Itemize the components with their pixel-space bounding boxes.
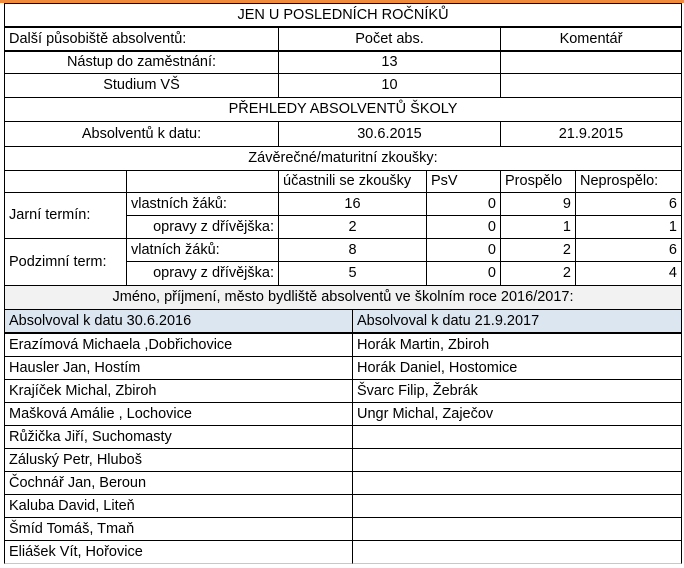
graduate-col1-cell: Eliášek Vít, Hořovice: [4, 540, 353, 564]
overview-title: PŘEHLEDY ABSOLVENTŮ ŠKOLY: [4, 97, 682, 122]
exams-header-participated: účastnili se zkoušky: [278, 170, 427, 193]
graduate-col2-cell: [352, 471, 682, 495]
overview-label: Absolventů k datu:: [4, 121, 279, 147]
graduate-col1-cell: Záluský Petr, Hluboš: [4, 448, 353, 472]
exam-participated: 2: [278, 215, 427, 239]
exam-passed: 9: [500, 192, 576, 216]
exams-header-passed: Prospělo: [500, 170, 576, 193]
exams-title: Závěrečné/maturitní zkoušky:: [4, 146, 682, 171]
graduate-col2-cell: [352, 494, 682, 518]
overview-date-2: 21.9.2015: [500, 121, 682, 147]
exam-participated: 16: [278, 192, 427, 216]
exam-term-spring: Jarní termín:: [4, 192, 127, 239]
graduate-col2-cell: Švarc Filip, Žebrák: [352, 379, 682, 403]
where-row-label: Nástup do zaměstnání:: [4, 51, 279, 74]
graduate-col1-cell: Kaluba David, Liteň: [4, 494, 353, 518]
exam-kind: opravy z dřívějška:: [126, 261, 279, 286]
graduates-title: Jméno, příjmení, město bydliště absolventů ve školním roce 2016/2017:: [4, 285, 682, 310]
where-row-comment: [500, 73, 682, 98]
exam-psv: 0: [426, 261, 501, 286]
exam-psv: 0: [426, 192, 501, 216]
exam-kind: opravy z dřívějška:: [126, 215, 279, 239]
graduate-col2-cell: [352, 540, 682, 564]
where-row-comment: [500, 51, 682, 74]
exam-passed: 1: [500, 215, 576, 239]
graduate-col1-cell: Hausler Jan, Hostím: [4, 356, 353, 380]
graduate-col2-cell: [352, 517, 682, 541]
section-title-recent: JEN U POSLEDNÍCH ROČNÍKŮ: [4, 3, 682, 27]
exams-header-blank: [4, 170, 127, 193]
exam-term-autumn: Podzimní term:: [4, 238, 127, 286]
exam-kind: vlastních žáků:: [126, 192, 279, 216]
exams-header-psv: PsV: [426, 170, 501, 193]
graduates-col2-header: Absolvoval k datu 21.9.2017: [352, 309, 682, 333]
exam-failed: 4: [575, 261, 682, 286]
exam-failed: 6: [575, 192, 682, 216]
graduate-col1-cell: Růžička Jiří, Suchomasty: [4, 425, 353, 449]
exam-failed: 1: [575, 215, 682, 239]
where-col-comment: Komentář: [500, 27, 682, 51]
where-row-count: 10: [278, 73, 501, 98]
exam-participated: 5: [278, 261, 427, 286]
exams-header-blank: [126, 170, 279, 193]
exam-kind: vlatních žáků:: [126, 238, 279, 262]
graduate-col1-cell: Erazímová Michaela ,Dobřichovice: [4, 333, 353, 357]
where-col-count: Počet abs.: [278, 27, 501, 51]
graduate-col1-cell: Čochnář Jan, Beroun: [4, 471, 353, 495]
overview-date-1: 30.6.2015: [278, 121, 501, 147]
where-label: Další působiště absolventů:: [4, 27, 279, 51]
exam-psv: 0: [426, 238, 501, 262]
exam-participated: 8: [278, 238, 427, 262]
graduate-col2-cell: [352, 448, 682, 472]
where-row-label: Studium VŠ: [4, 73, 279, 98]
graduates-col1-header: Absolvoval k datu 30.6.2016: [4, 309, 353, 333]
graduate-col2-cell: Horák Daniel, Hostomice: [352, 356, 682, 380]
where-row-count: 13: [278, 51, 501, 74]
graduate-col2-cell: Ungr Michal, Zaječov: [352, 402, 682, 426]
exam-passed: 2: [500, 261, 576, 286]
graduate-col1-cell: Mašková Amálie , Lochovice: [4, 402, 353, 426]
graduate-col1-cell: Krajíček Michal, Zbiroh: [4, 379, 353, 403]
exam-passed: 2: [500, 238, 576, 262]
graduate-col1-cell: Šmíd Tomáš, Tmaň: [4, 517, 353, 541]
exam-psv: 0: [426, 215, 501, 239]
exams-header-failed: Neprospělo:: [575, 170, 682, 193]
graduate-col2-cell: Horák Martin, Zbiroh: [352, 333, 682, 357]
exam-failed: 6: [575, 238, 682, 262]
graduate-col2-cell: [352, 425, 682, 449]
